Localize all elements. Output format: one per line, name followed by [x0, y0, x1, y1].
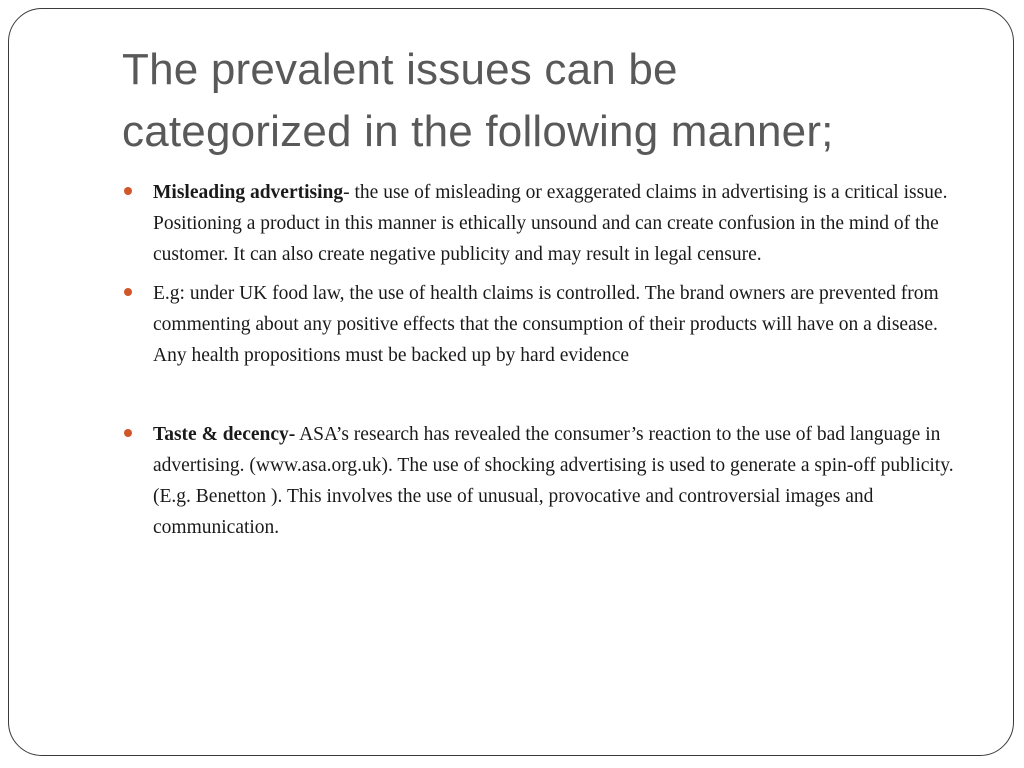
- bullet-taste-decency: [124, 419, 974, 543]
- bullet-dot-icon: [124, 187, 132, 195]
- slide-title: [122, 39, 992, 163]
- bullet-lead: Misleading advertising: [153, 182, 344, 203]
- slide-title-line1: The prevalent issues can be: [122, 45, 678, 94]
- bullet-misleading-advertising: [124, 177, 974, 270]
- bullet-lead: Taste & decency-: [153, 424, 296, 445]
- bullet-list: [124, 177, 974, 543]
- slide-title-line2: categorized in the following manner;: [122, 107, 834, 156]
- bullet-text: E.g: under UK food law, the use of health claims is controlled. The brand owners are prevented from commenting about any positive effects that the consumption of their products will have on a disease. Any health propositions must be backed up by hard evidence: [153, 283, 939, 366]
- bullet-dot-icon: [124, 429, 132, 437]
- bullet-dot-icon: [124, 288, 132, 296]
- bullet-uk-food-law: [124, 278, 974, 371]
- slide-frame: [8, 8, 1014, 756]
- bullet-text: - the use of misleading or exaggerated claims in advertising is a critical issue. Positioning a product in this manner is ethically unsound and can create confusion in the mind of the customer. It can also create negative publicity and may result in legal censure.: [153, 182, 948, 265]
- bullet-text: ASA’s research has revealed the consumer’s reaction to the use of bad language in advertising. (www.asa.org.uk). The use of shocking advertising is used to generate a spin-off publicity. (E.g. Benetton ). This involves the use of unusual, provocative and controversial images and communication.: [153, 424, 954, 538]
